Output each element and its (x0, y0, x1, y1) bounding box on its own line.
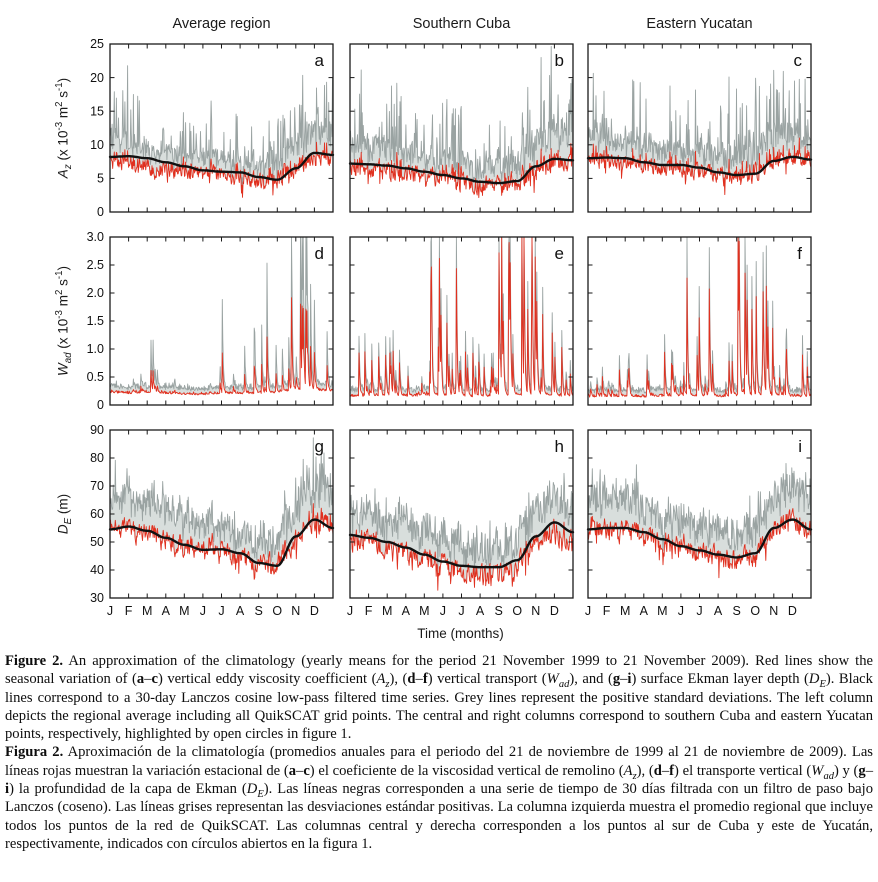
month-label: O (272, 604, 283, 618)
month-label: F (124, 604, 133, 618)
panel-letter: e (554, 244, 564, 263)
month-label: S (254, 604, 263, 618)
month-label: A (639, 604, 648, 618)
month-label: J (106, 604, 114, 618)
y-tick-label: 50 (90, 535, 104, 550)
y-tick-label: 0 (97, 398, 104, 413)
panel-letter: a (314, 51, 324, 70)
month-label: M (619, 604, 631, 618)
y-tick-label: 80 (90, 451, 104, 466)
y-tick-label: 0 (97, 205, 104, 220)
y-tick-label: 1.0 (86, 342, 104, 357)
month-label: A (713, 604, 723, 618)
y-tick-label: 30 (90, 591, 104, 606)
month-label: J (218, 604, 225, 618)
column-title-eastern-yucatan: Eastern Yucatan (646, 16, 753, 32)
y-tick-label: 1.5 (86, 314, 104, 329)
month-label: A (475, 604, 485, 618)
panel-chart-c (544, 36, 819, 220)
panel-letter: h (554, 437, 564, 456)
panel-letter: b (554, 51, 564, 70)
month-label: J (677, 604, 685, 618)
month-label: J (458, 604, 465, 618)
y-tick-label: 90 (90, 423, 104, 438)
grey-std-line (588, 237, 811, 393)
month-label: M (657, 604, 668, 618)
y-axis-label-wad: $W_{ad}$ (x $10^{-3}$ $m^2$ $s^{-1}$) (54, 265, 75, 377)
panel-chart-g (66, 422, 341, 626)
y-tick-label: 5 (97, 171, 104, 186)
grey-std-line (110, 237, 333, 391)
month-label: D (549, 604, 559, 618)
month-label: F (602, 604, 611, 618)
y-axis-label-de: $D_E$ (m) (55, 493, 75, 535)
panel-chart-i (544, 422, 819, 626)
month-label: J (439, 604, 447, 618)
month-label: J (584, 604, 592, 618)
month-label: A (235, 604, 245, 618)
column-title-average-region: Average region (172, 16, 271, 32)
month-label: D (309, 604, 319, 618)
month-label: J (199, 604, 207, 618)
month-label: O (750, 604, 761, 618)
y-tick-label: 2.0 (86, 286, 104, 301)
y-tick-label: 0.5 (86, 370, 104, 385)
grey-std-line (350, 237, 573, 392)
y-tick-label: 40 (90, 563, 104, 578)
panel-chart-d (66, 229, 341, 413)
y-tick-label: 20 (90, 70, 104, 85)
y-tick-label: 60 (90, 507, 104, 522)
month-label: M (381, 604, 393, 618)
panel-chart-h (306, 422, 581, 626)
panel-letter: g (314, 437, 324, 456)
month-label: F (364, 604, 373, 618)
month-label: S (732, 604, 741, 618)
month-label: A (401, 604, 410, 618)
y-tick-label: 25 (90, 37, 104, 52)
month-label: J (346, 604, 354, 618)
month-label: M (179, 604, 190, 618)
month-label: A (161, 604, 170, 618)
figure-caption (5, 652, 873, 853)
y-tick-label: 3.0 (86, 230, 104, 245)
month-label: M (141, 604, 153, 618)
panel-chart-a (66, 36, 341, 220)
month-label: S (494, 604, 503, 618)
figure-caption-english: Figure 2. An approximation of the climatology (yearly means for the period 21 November 1999 to 21 November 2009). Red lines show the seasonal variation of (a–c) vertical eddy viscosity coefficient $(A_z)$, (d–f) vertical transport $(W_{ad})$, and (g–i) surface Ekman layer depth $(D_E)$. Black lines correspond to a 30-day Lanczos cosine low-pass filtered time series. Grey lines represent the positive standard deviations. The left column depicts the regional average including all QuikSCAT grid points. The central and right columns correspond to southern Cuba and eastern Yucatan points, respectively, highlighted by open circles in figure 1. (5, 653, 873, 743)
panel-chart-b (306, 36, 581, 220)
panel-letter: c (793, 51, 802, 70)
month-label: N (531, 604, 541, 618)
month-label: N (769, 604, 779, 618)
y-tick-label: 2.5 (86, 258, 104, 273)
column-title-southern-cuba: Southern Cuba (412, 16, 511, 32)
y-tick-label: 15 (90, 104, 104, 119)
x-axis-title: Time (months) (417, 626, 504, 641)
y-tick-label: 70 (90, 479, 104, 494)
panel-letter: f (797, 244, 802, 263)
panel-chart-f (544, 229, 819, 413)
panel-chart-e (306, 229, 581, 413)
panel-letter: d (314, 244, 324, 263)
y-tick-label: 10 (90, 138, 104, 152)
figure-caption-spanish: Figura 2. Aproximación de la climatología (promedios anuales para el periodo del 21 de noviembre de 1999 al 21 de noviembre de 2009). Las líneas rojas muestran la variación estacional de (a–c) el coeficiente de la viscosidad vertical de remolino $(A_z)$, (d–f) el transporte vertical $(W_{ad})$ y (g–i) la profundidad de la capa de Ekman $(D_E)$. Las líneas negras corresponden a una serie de tiempo de 30 días filtrada con un filtro de paso bajo Lanczos (coseno). Las líneas grises representan las desviaciones estándar positivas. La columna izquierda muestra el promedio regional que incluye todos los puntos de la red de QuikSCAT. Las columnas central y derecha corresponden a los puntos al sur de Cuba y este de Yucatán, respectivamente, indicados con círculos abiertos en la figura 1. (5, 744, 873, 852)
month-label: J (696, 604, 703, 618)
y-axis-label-az: $A_z$ (x $10^{-3}$ $m^2$ $s^{-1}$) (54, 77, 75, 179)
month-label: D (787, 604, 797, 618)
month-label: O (512, 604, 523, 618)
month-label: M (419, 604, 430, 618)
panel-letter: i (798, 437, 802, 456)
month-label: N (291, 604, 301, 618)
